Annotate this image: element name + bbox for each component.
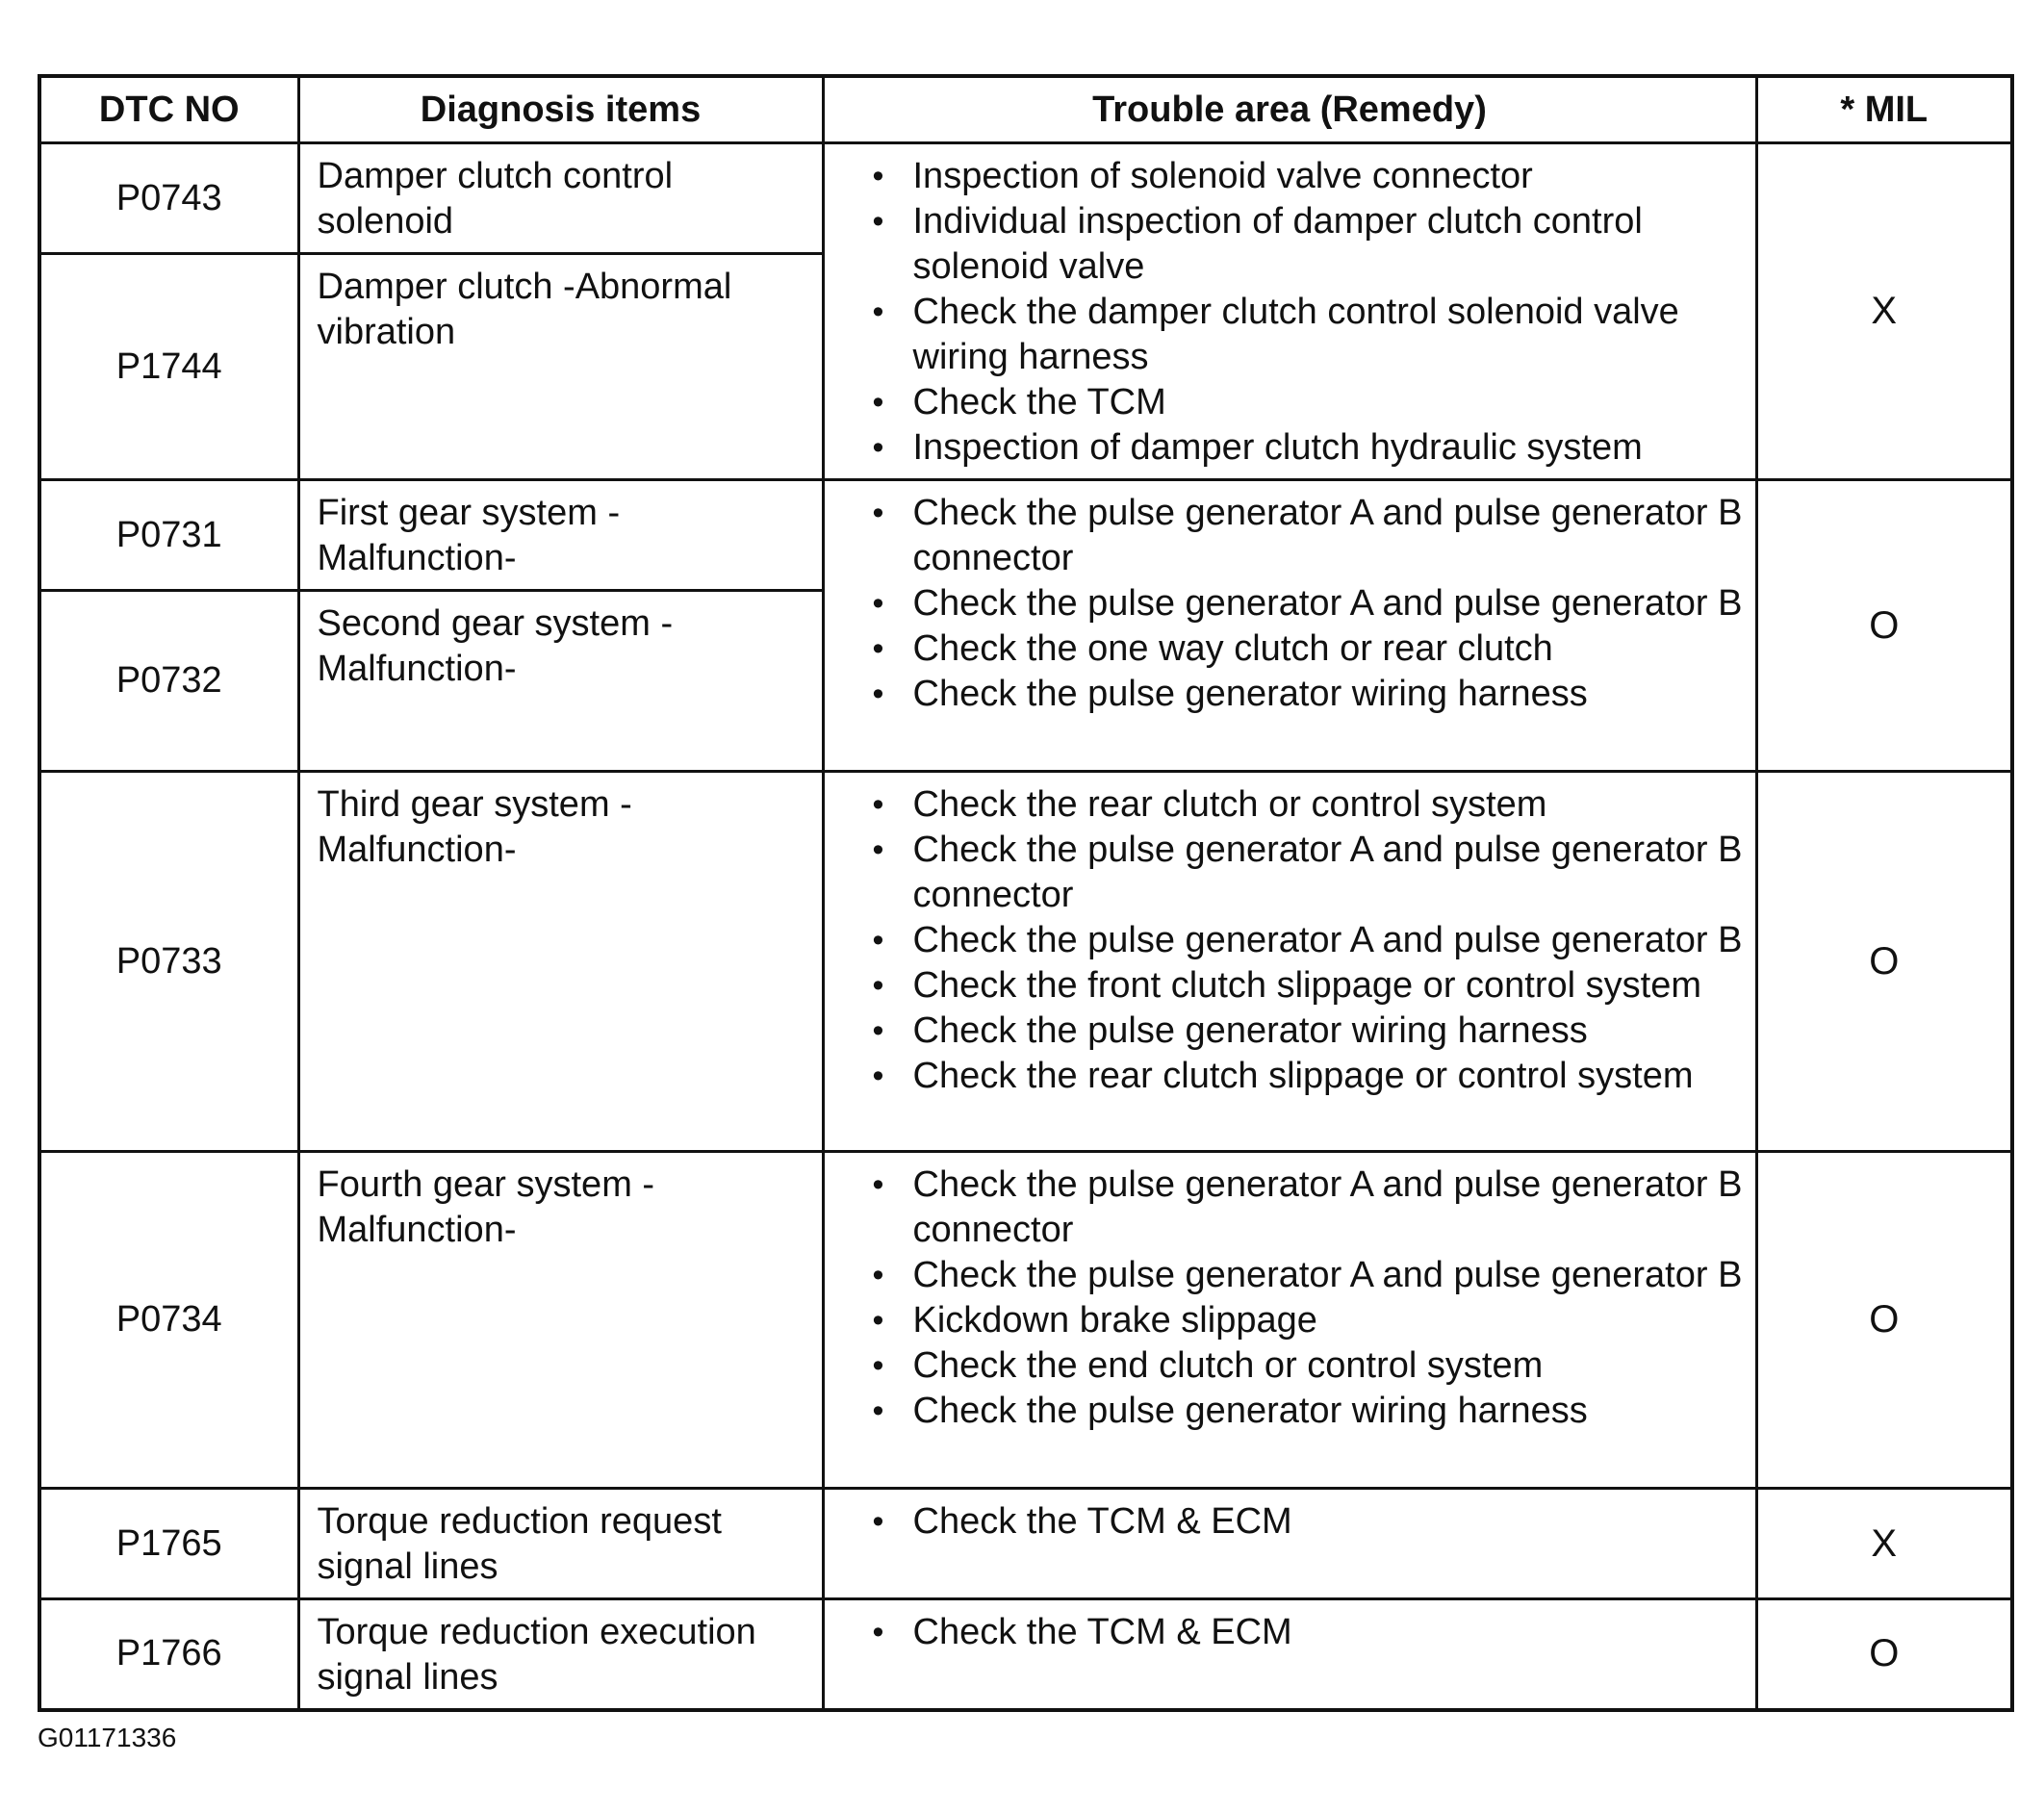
figure-id: G01171336 xyxy=(38,1723,177,1752)
header-mil: * MIL xyxy=(1756,76,2012,143)
remedy-list xyxy=(873,1610,1746,1655)
trouble-area xyxy=(823,1599,1756,1710)
remedy-list xyxy=(873,782,1746,1099)
dtc-code: P0743 xyxy=(39,143,298,254)
header-trouble-area: Trouble area (Remedy) xyxy=(823,76,1756,143)
header-row xyxy=(39,76,2012,143)
remedy-list xyxy=(873,154,1746,471)
dtc-code: P0733 xyxy=(39,772,298,1152)
remedy-list xyxy=(873,491,1746,717)
trouble-area xyxy=(823,143,1756,480)
diagnosis-item: Fourth gear system -Malfunction- xyxy=(298,1152,823,1489)
remedy-item: • Check the pulse generator A and pulse generator B connector xyxy=(873,828,1746,918)
dtc-code: P0732 xyxy=(39,591,298,772)
remedy-item: • Check the pulse generator wiring harness xyxy=(873,1389,1746,1434)
dtc-code: P1766 xyxy=(39,1599,298,1710)
remedy-item: • Check the one way clutch or rear clutch xyxy=(873,626,1746,672)
remedy-item: • Check the pulse generator A and pulse generator B xyxy=(873,1253,1746,1298)
remedy-item: • Check the TCM xyxy=(873,380,1746,425)
table-row xyxy=(39,143,2012,254)
trouble-area xyxy=(823,480,1756,772)
diagnosis-item: Third gear system -Malfunction- xyxy=(298,772,823,1152)
remedy-item: • Check the front clutch slippage or control system xyxy=(873,963,1746,1009)
diagnosis-item: Torque reduction execution signal lines xyxy=(298,1599,823,1710)
remedy-item: • Check the pulse generator A and pulse generator B xyxy=(873,581,1746,626)
mil-indicator: O xyxy=(1756,1599,2012,1710)
remedy-item: • Check the rear clutch or control system xyxy=(873,782,1746,828)
remedy-item: • Inspection of solenoid valve connector xyxy=(873,154,1746,199)
table-row xyxy=(39,480,2012,591)
table-row xyxy=(39,1152,2012,1489)
table-row xyxy=(39,1599,2012,1710)
diagnosis-item: Damper clutch -Abnormal vibration xyxy=(298,254,823,480)
remedy-list xyxy=(873,1499,1746,1545)
dtc-code: P1765 xyxy=(39,1489,298,1599)
remedy-list xyxy=(873,1162,1746,1434)
remedy-item: • Check the rear clutch slippage or control system xyxy=(873,1054,1746,1099)
remedy-item: • Check the TCM & ECM xyxy=(873,1499,1746,1545)
remedy-item: • Check the pulse generator wiring harness xyxy=(873,672,1746,717)
remedy-item: • Check the pulse generator A and pulse generator B connector xyxy=(873,1162,1746,1253)
trouble-area xyxy=(823,1152,1756,1489)
mil-indicator: X xyxy=(1756,143,2012,480)
mil-indicator: X xyxy=(1756,1489,2012,1599)
mil-indicator: O xyxy=(1756,1152,2012,1489)
header-diagnosis-items: Diagnosis items xyxy=(298,76,823,143)
trouble-area xyxy=(823,772,1756,1152)
table-row xyxy=(39,772,2012,1152)
remedy-item: • Individual inspection of damper clutch control solenoid valve xyxy=(873,199,1746,290)
dtc-table xyxy=(38,74,2014,1712)
diagnosis-item: First gear system -Malfunction- xyxy=(298,480,823,591)
header-dtc-no: DTC NO xyxy=(39,76,298,143)
remedy-item: • Check the pulse generator wiring harness xyxy=(873,1009,1746,1054)
table-row xyxy=(39,1489,2012,1599)
diagnosis-item: Damper clutch control solenoid xyxy=(298,143,823,254)
mil-indicator: O xyxy=(1756,772,2012,1152)
remedy-item: • Check the end clutch or control system xyxy=(873,1343,1746,1389)
remedy-item: • Inspection of damper clutch hydraulic system xyxy=(873,425,1746,471)
trouble-area xyxy=(823,1489,1756,1599)
dtc-code: P0731 xyxy=(39,480,298,591)
mil-indicator: O xyxy=(1756,480,2012,772)
diagnosis-item: Torque reduction request signal lines xyxy=(298,1489,823,1599)
remedy-item: • Check the damper clutch control solenoid valve wiring harness xyxy=(873,290,1746,380)
dtc-code: P1744 xyxy=(39,254,298,480)
remedy-item: • Check the TCM & ECM xyxy=(873,1610,1746,1655)
dtc-code: P0734 xyxy=(39,1152,298,1489)
diagnosis-item: Second gear system -Malfunction- xyxy=(298,591,823,772)
remedy-item: • Check the pulse generator A and pulse generator B xyxy=(873,918,1746,963)
remedy-item: • Check the pulse generator A and pulse generator B connector xyxy=(873,491,1746,581)
remedy-item: • Kickdown brake slippage xyxy=(873,1298,1746,1343)
